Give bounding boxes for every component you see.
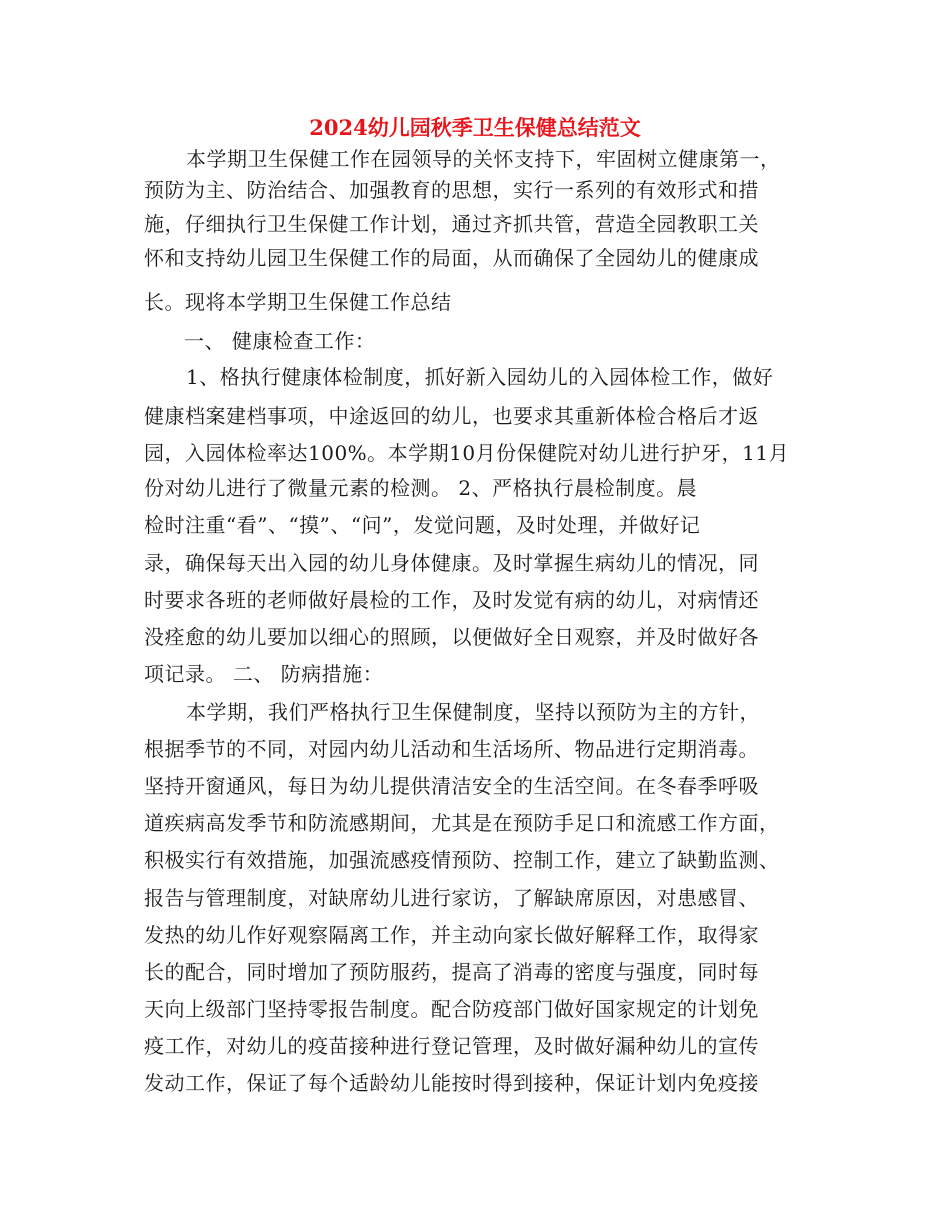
body-line-21: 报告与管理制度，对缺席幼儿进行家访，了解缺席原因，对患感冒、 <box>144 886 759 910</box>
body-line-24: 天向上级部门坚持零报告制度。配合防疫部门做好国家规定的计划免 <box>144 997 759 1021</box>
body-line-25: 疫工作，对幼儿的疫苗接种进行登记管理，及时做好漏种幼儿的宣传 <box>144 1034 759 1058</box>
body-line-11: 检时注重“看”、“摸”、“问”，发觉问题，及时处理，并做好记 <box>144 513 701 537</box>
body-line-23: 长的配合，同时增加了预防服药，提高了消毒的密度与强度，同时每 <box>144 960 759 984</box>
body-line-18: 坚持开窗通风，每日为幼儿提供清洁安全的生活空间。在冬春季呼吸 <box>144 774 759 798</box>
body-line-2: 预防为主、防治结合、加强教育的思想，实行一系列的有效形式和措 <box>144 178 759 202</box>
body-line-3: 施，仔细执行卫生保健工作计划，通过齐抓共管，营造全园教职工关 <box>144 212 759 236</box>
section-heading-1: 一、 健康检查工作： <box>184 329 376 353</box>
body-line-26: 发动工作，保证了每个适龄幼儿能按时得到接种，保证计划内免疫接 <box>144 1071 759 1095</box>
body-line-16: 本学期，我们严格执行卫生保健制度，坚持以预防为主的方针， <box>186 700 760 724</box>
body-line-5: 长。现将本学期卫生保健工作总结 <box>144 290 452 314</box>
body-line-10: 份对幼儿进行了微量元素的检测。 2、严格执行晨检制度。晨 <box>144 476 698 500</box>
body-line-13: 时要求各班的老师做好晨检的工作，及时发觉有病的幼儿，对病情还 <box>144 588 759 612</box>
body-line-9: 园，入园体检率达100%。本学期10月份保健院对幼儿进行护牙，11月 <box>144 441 790 465</box>
body-line-15: 项记录。 二、 防病措施： <box>144 662 384 686</box>
body-line-20: 积极实行有效措施，加强流感疫情预防、控制工作，建立了缺勤监测、 <box>144 848 780 872</box>
body-line-19: 道疾病高发季节和防流感期间，尤其是在预防手足口和流感工作方面， <box>144 811 780 835</box>
body-line-22: 发热的幼儿作好观察隔离工作，并主动向家长做好解释工作，取得家 <box>144 923 759 947</box>
document-title: 2024幼儿园秋季卫生保健总结范文 <box>309 115 641 140</box>
body-line-17: 根据季节的不同，对园内幼儿活动和生活场所、物品进行定期消毒。 <box>144 737 759 761</box>
body-line-7: 1、格执行健康体检制度，抓好新入园幼儿的入园体检工作，做好 <box>186 365 774 389</box>
body-line-12: 录，确保每天出入园的幼儿身体健康。及时掌握生病幼儿的情况，同 <box>144 551 759 575</box>
body-line-1: 本学期卫生保健工作在园领导的关怀支持下，牢固树立健康第一， <box>186 147 781 171</box>
body-line-14: 没痊愈的幼儿要加以细心的照顾，以便做好全日观察，并及时做好各 <box>144 625 759 649</box>
body-line-4: 怀和支持幼儿园卫生保健工作的局面，从而确保了全园幼儿的健康成 <box>144 246 759 270</box>
body-line-8: 健康档案建档事项，中途返回的幼儿，也要求其重新体检合格后才返 <box>144 404 759 428</box>
